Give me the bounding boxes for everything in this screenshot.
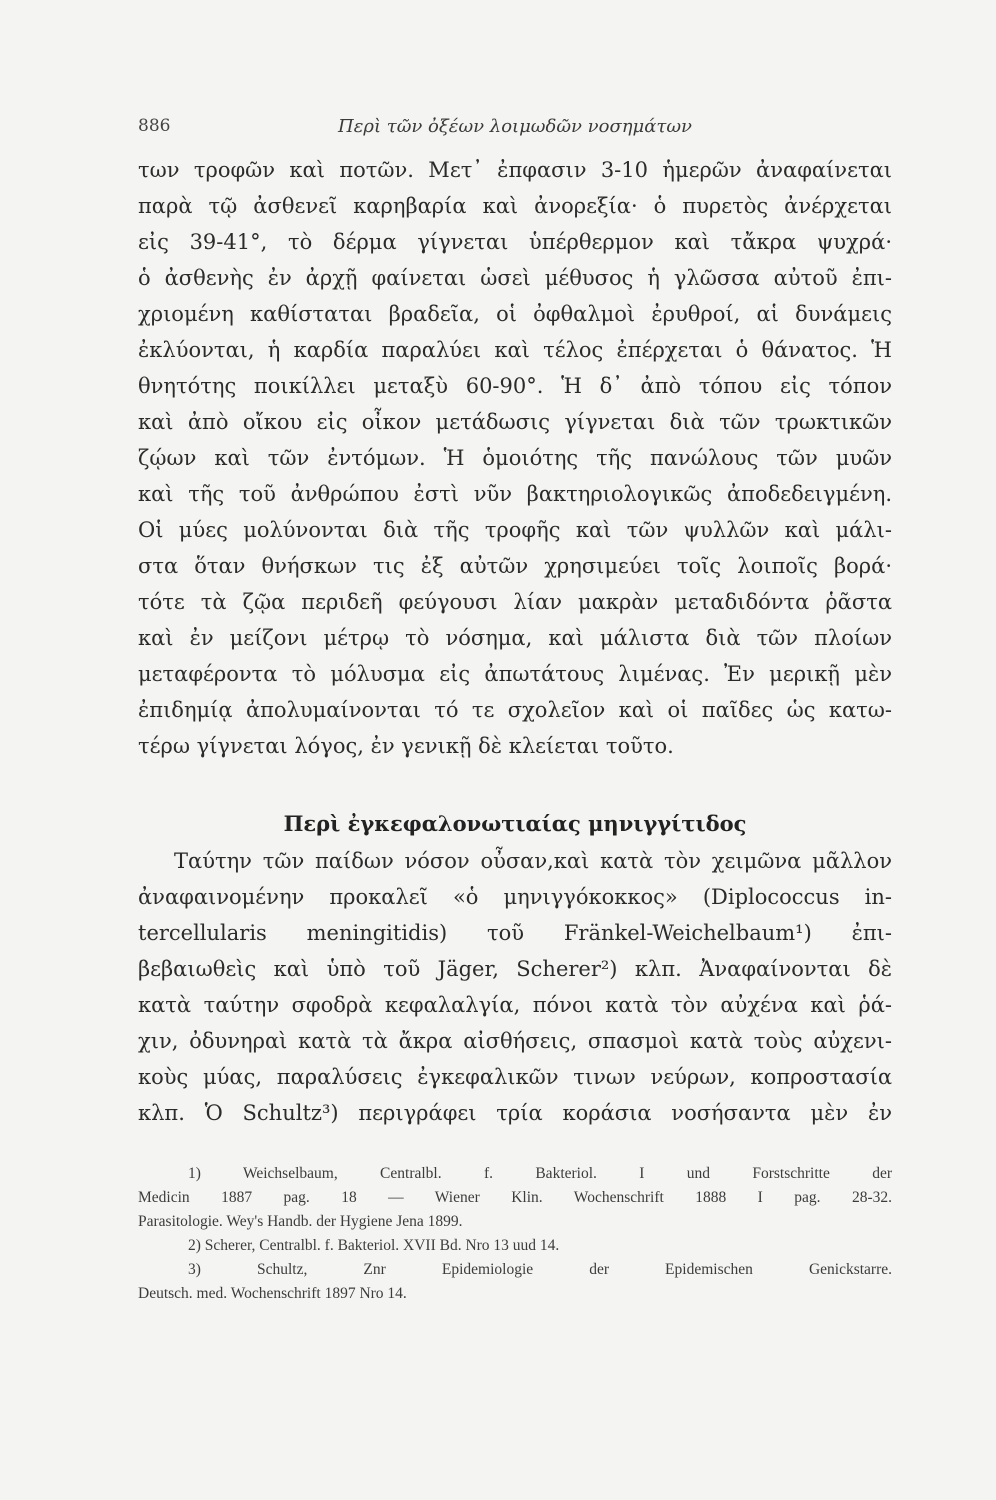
text-line: τότε τὰ ζῷα περιδεῆ φεύγουσι λίαν μακρὰν μεταδιδόντα ῥᾶστα bbox=[138, 590, 892, 614]
text-line: μεταφέροντα τὸ μόλυσμα εἰς ἀπωτάτους λιμένας. Ἐν μερικῇ μὲν bbox=[138, 662, 892, 686]
text-line: κατὰ ταύτην σφοδρὰ κεφαλαλγία, πόνοι κατὰ τὸν αὐχένα καὶ ῥά- bbox=[138, 993, 892, 1017]
text-line: χιν, ὀδυνηραὶ κατὰ τὰ ἄκρα αἰσθήσεις, σπασμοὶ κατὰ τοὺς αὐχενι- bbox=[138, 1029, 892, 1053]
text-line: κλπ. Ὁ Schultz³) περιγράφει τρία κοράσια νοσήσαντα μὲν ἐν bbox=[138, 1101, 892, 1125]
section-heading: Περὶ ἐγκεφαλονωτιαίας μηνιγγίτιδος bbox=[283, 811, 747, 836]
text-line: Ταύτην τῶν παίδων νόσον οὖσαν,καὶ κατὰ τὸν χειμῶνα μᾶλλον bbox=[174, 849, 892, 873]
footnotes bbox=[138, 1162, 892, 1306]
footnote-3: 3) Schultz, Znr Epidemiologie der Epidemischen Genickstarre. bbox=[188, 1261, 892, 1278]
footnote-2: 2) Scherer, Centralbl. f. Bakteriol. XVII Bd. Nro 13 uud 14. bbox=[188, 1237, 560, 1254]
text-line: κοὺς μύας, παραλύσεις ἐγκεφαλικῶν τινων νεύρων, κοπροστασία bbox=[138, 1065, 892, 1089]
text-line: ὁ ἀσθενὴς ἐν ἀρχῇ φαίνεται ὡσεὶ μέθυσος ἡ γλῶσσα αὐτοῦ ἐπι- bbox=[138, 266, 892, 290]
footnote-1: 1) Weichselbaum, Centralbl. f. Bakteriol. I und Forstschritte der bbox=[188, 1165, 892, 1182]
footnote-1-cont: Parasitologie. Wey's Handb. der Hygiene Jena 1899. bbox=[138, 1213, 463, 1230]
running-head bbox=[138, 116, 892, 146]
text-line: τέρω γίγνεται λόγος, ἐν γενικῇ δὲ κλείεται τοῦτο. bbox=[138, 734, 674, 758]
text-line: καὶ τῆς τοῦ ἀνθρώπου ἐστὶ νῦν βακτηριολογικῶς ἀποδεδειγμένη. bbox=[138, 482, 892, 506]
text-line: θνητότης ποικίλλει μεταξὺ 60-90°. Ἡ δ᾽ ἀπὸ τόπου εἰς τόπον bbox=[138, 374, 892, 398]
page-number: 886 bbox=[138, 116, 171, 136]
text-line: ἀναφαινομένην προκαλεῖ «ὁ μηνιγγόκοκκος» (Diplococcus in- bbox=[138, 885, 892, 909]
text-line: ἐκλύονται, ἡ καρδία παραλύει καὶ τέλος ἐπέρχεται ὁ θάνατος. Ἡ bbox=[138, 338, 892, 362]
footnote-3-cont: Deutsch. med. Wochenschrift 1897 Nro 14. bbox=[138, 1285, 407, 1302]
text-line: ζῴων καὶ τῶν ἐντόμων. Ἡ ὁμοιότης τῆς πανώλους τῶν μυῶν bbox=[138, 446, 892, 470]
section-paragraph bbox=[138, 843, 892, 1131]
text-line: ἐπιδημίᾳ ἀπολυμαίνονται τό τε σχολεῖον καὶ οἱ παῖδες ὡς κατω- bbox=[138, 698, 892, 722]
running-title: Περὶ τῶν ὀξέων λοιμωδῶν νοσημάτων bbox=[338, 116, 692, 137]
text-line: tercellularis meningitidis) τοῦ Fränkel-Weichelbaum¹) ἐπι- bbox=[138, 921, 892, 945]
text-line: παρὰ τῷ ἀσθενεῖ καρηβαρία καὶ ἀνορεξία· ὁ πυρετὸς ἀνέρχεται bbox=[138, 194, 892, 218]
text-line: εἰς 39-41°, τὸ δέρμα γίγνεται ὑπέρθερμον καὶ τἄκρα ψυχρά· bbox=[138, 230, 892, 254]
footnote-1-cont: Medicin 1887 pag. 18 — Wiener Klin. Wochenschrift 1888 I pag. 28-32. bbox=[138, 1189, 892, 1206]
text-line: βεβαιωθεὶς καὶ ὑπὸ τοῦ Jäger, Scherer²) κλπ. Ἀναφαίνονται δὲ bbox=[138, 957, 892, 981]
text-line: καὶ ἀπὸ οἴκου εἰς οἶκον μετάδωσις γίγνεται διὰ τῶν τρωκτικῶν bbox=[138, 410, 892, 434]
text-line: στα ὅταν θνήσκων τις ἐξ αὐτῶν χρησιμεύει τοῖς λοιποῖς βορά· bbox=[138, 554, 892, 578]
text-line: των τροφῶν καὶ ποτῶν. Μετ᾽ ἐπφασιν 3-10 ἡμερῶν ἀναφαίνεται bbox=[138, 158, 892, 182]
text-line: καὶ ἐν μείζονι μέτρῳ τὸ νόσημα, καὶ μάλιστα διὰ τῶν πλοίων bbox=[138, 626, 892, 650]
text-line: Οἱ μύες μολύνονται διὰ τῆς τροφῆς καὶ τῶν ψυλλῶν καὶ μάλι- bbox=[138, 518, 892, 542]
body-paragraph bbox=[138, 152, 892, 764]
text-line: χριομένη καθίσταται βραδεῖα, οἱ ὀφθαλμοὶ ἐρυθροί, αἱ δυνάμεις bbox=[138, 302, 892, 326]
